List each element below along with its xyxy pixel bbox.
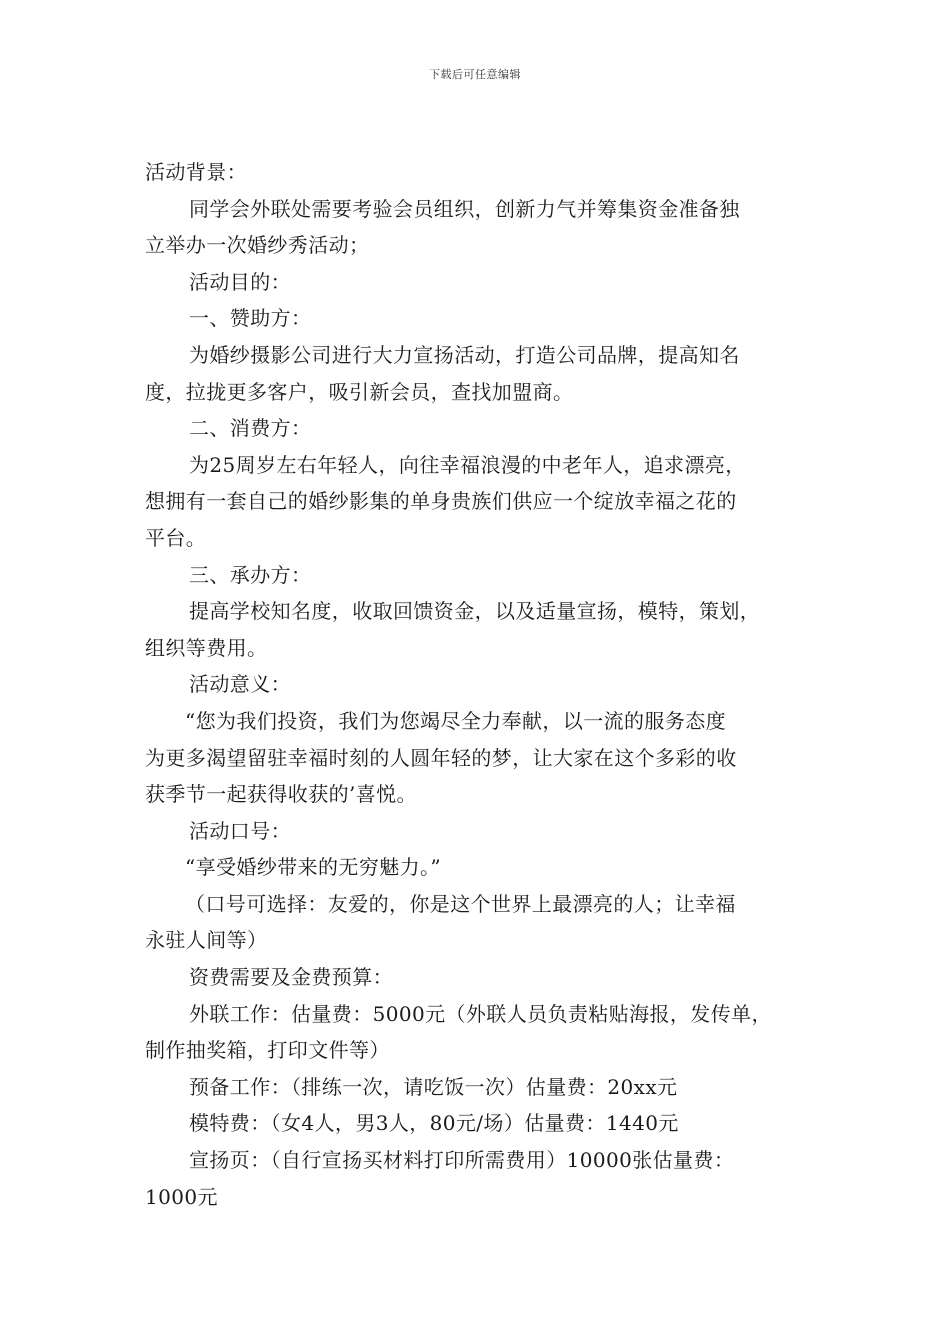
paragraph-line: 想拥有一套自己的婚纱影集的单身贵族们供应一个绽放幸福之花的 <box>145 489 737 514</box>
budget-line: 宣扬页：（自行宣扬买材料打印所需费用）10000张估量费： <box>189 1148 735 1173</box>
section-heading: 三、承办方： <box>189 562 312 587</box>
paragraph-line: 为婚纱摄影公司进行大力宣扬活动，打造公司品牌，提高知名 <box>189 342 740 367</box>
section-heading: 资费需要及金费预算： <box>189 965 393 990</box>
budget-line: 模特费：（女4人，男3人，80元/场）估量费：1440元 <box>189 1111 679 1136</box>
paragraph-line: 提高学校知名度，收取回馈资金，以及适量宣扬，模特，策划， <box>189 599 761 624</box>
budget-line: 外联工作：估量费：5000元（外联人员负责粘贴海报，发传单， <box>189 1001 772 1026</box>
paragraph-line: （口号可选择：友爱的，你是这个世界上最漂亮的人；让幸福 <box>185 891 736 916</box>
paragraph-line: 同学会外联处需要考验会员组织，创新力气并筹集资金准备独 <box>189 196 740 221</box>
paragraph-line: 为25周岁左右年轻人，向往幸福浪漫的中老年人，追求漂亮， <box>189 452 746 477</box>
slogan-line: “享受婚纱带来的无穷魅力。” <box>185 855 442 880</box>
paragraph-line: 平台。 <box>145 525 207 550</box>
paragraph-line: 立举办一次婚纱秀活动； <box>145 233 370 258</box>
section-heading: 二、消费方： <box>189 416 312 441</box>
document-body <box>145 154 825 1215</box>
paragraph-line: 永驻人间等） <box>145 928 268 953</box>
paragraph-line: 获季节一起获得收获的’喜悦。 <box>145 782 417 807</box>
paragraph-line: 组织等费用。 <box>145 635 268 660</box>
paragraph-line: 度，拉拢更多客户，吸引新会员，查找加盟商。 <box>145 379 574 404</box>
section-heading: 一、赞助方： <box>189 306 312 331</box>
section-heading: 活动意义： <box>189 672 291 697</box>
budget-line: 预备工作：（排练一次，请吃饭一次）估量费：20xx元 <box>189 1074 678 1099</box>
page-header-note: 下载后可任意编辑 <box>429 68 521 81</box>
section-heading: 活动口号： <box>189 818 291 843</box>
paragraph-line: 活动背景： <box>145 160 247 184</box>
budget-line: 制作抽奖箱，打印文件等） <box>145 1038 390 1063</box>
budget-line: 1000元 <box>145 1184 218 1209</box>
paragraph-line: “您为我们投资，我们为您竭尽全力奉献，以一流的服务态度 <box>185 708 727 733</box>
section-heading: 活动目的： <box>189 269 291 294</box>
paragraph-line: 为更多渴望留驻幸福时刻的人圆年轻的梦，让大家在这个多彩的收 <box>145 745 737 770</box>
